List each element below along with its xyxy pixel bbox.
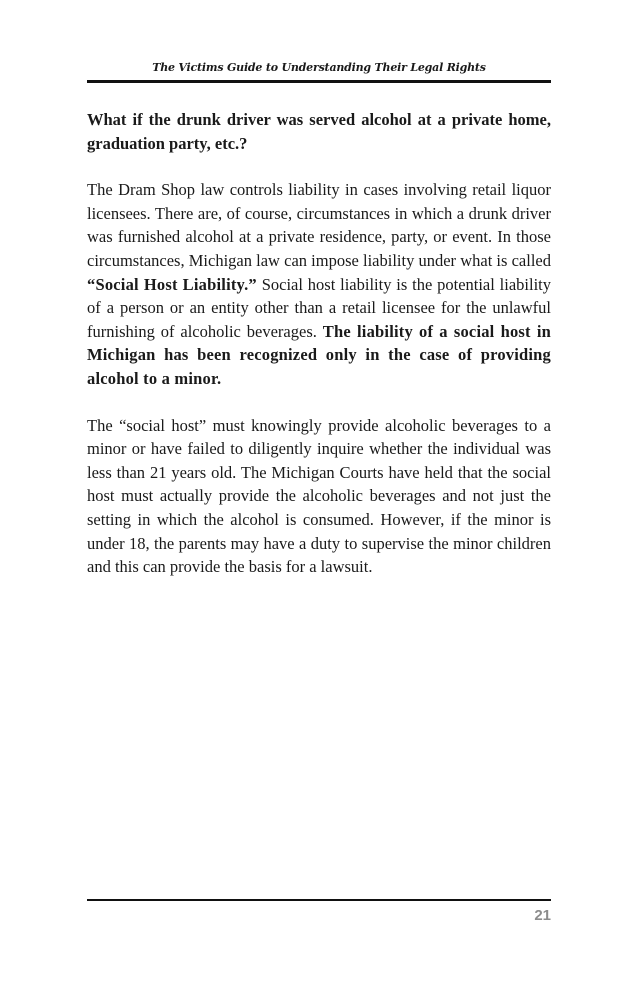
section-question: What if the drunk driver was served alcohol at a private home, graduation party, etc.?	[87, 110, 551, 153]
running-header: The Victims Guide to Understanding Their Legal Rights	[152, 61, 486, 74]
header-rule	[87, 80, 551, 83]
page-number: 21	[534, 907, 551, 924]
paragraph-dram-shop	[87, 178, 551, 390]
paragraph-social-host: The “social host” must knowingly provide alcoholic beverages to a minor or have failed to diligently inquire whether the individual was less than 21 years old. The Michigan Courts have held that the social host must actually provide the alcoholic beverages and not just the setting in which the alcohol is consumed. However, if the minor is under 18, the parents may have a duty to supervise the minor children and this can provide the basis for a lawsuit.	[87, 415, 551, 577]
bold-statement-minor: The liability of a social host in Michigan has been recognized only in the case of providing alcohol to a minor.	[87, 321, 551, 388]
footer-rule	[87, 899, 551, 901]
bold-term-social-host-liability: “Social Host Liability.”	[87, 274, 257, 294]
paragraph-text: The Dram Shop law controls liability in cases involving retail liquor licensees. There are, of course, circumstances in which a drunk driver was furnished alcohol at a private residence, party, or event. In those circumstances, Michigan law can impose liability under what is called	[87, 180, 551, 270]
paragraph-text: Social host liability is the potential liability of a person or an entity other than a retail licensee for the unlawful furnishing of alcoholic beverages.	[87, 274, 551, 341]
page-content	[87, 108, 551, 602]
